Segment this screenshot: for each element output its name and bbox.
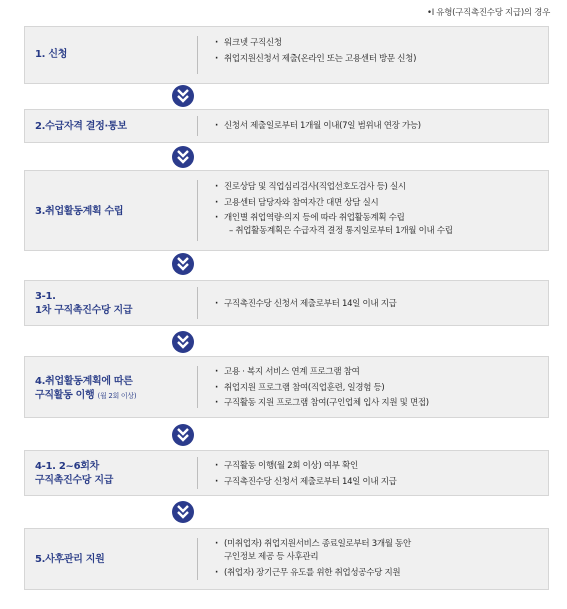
list-item: · 고용 · 복지 서비스 연계 프로그램 참여 [215, 366, 538, 379]
step-eligibility [24, 109, 549, 143]
list-item: · 취업지원신청서 제출(온라인 또는 고용센터 방문 신청) [215, 53, 538, 66]
step-plan [24, 170, 549, 251]
divider [197, 538, 198, 580]
step-title: 4-1. 2~6회차 [35, 461, 99, 472]
step-aftercare [24, 528, 549, 590]
step-items [215, 460, 538, 488]
step-title-main: 구직활동 이행 [35, 390, 95, 401]
divider [197, 457, 198, 489]
divider [197, 36, 198, 74]
step-title: 4.취업활동계획에 따른 [35, 376, 133, 387]
divider [197, 287, 198, 319]
list-sub-item: 구인정보 제공 등 사후관리 [224, 551, 319, 562]
list-item: · 구직활동 이행(월 2회 이상) 여부 확인 [215, 460, 538, 473]
step-title: 3.취업활동계획 수립 [35, 206, 124, 217]
chevron-down-icon [172, 501, 194, 523]
chevron-down-icon [172, 85, 194, 107]
step-title: 5.사후관리 지원 [35, 554, 105, 565]
list-item: · 진로상담 및 직업심리검사(직업선호도검사 등) 실시 [215, 181, 538, 194]
divider [197, 180, 198, 241]
step-title-note: (월 2회 이상) [97, 392, 137, 400]
list-item: · 고용센터 담당자와 참여자간 대면 상담 실시 [215, 197, 538, 210]
list-item: · 워크넷 구직신청 [215, 37, 538, 50]
step-first-allowance [24, 280, 549, 326]
chevron-down-icon [172, 146, 194, 168]
step-title-line2 [35, 389, 136, 403]
chevron-down-icon [172, 424, 194, 446]
step-apply [24, 26, 549, 84]
step-repeat-allowance [24, 450, 549, 496]
list-item: · 신청서 제출일로부터 1개월 이내(7일 범위내 연장 가능) [215, 120, 538, 133]
step-title-line2: 구직촉진수당 지급 [35, 475, 114, 486]
list-item: · 구직촉진수당 신청서 제출로부터 14일 이내 지급 [215, 298, 538, 311]
list-item: · 개인별 취업역량·의지 등에 따라 취업활동계획 수립 [215, 212, 538, 225]
step-items [215, 120, 538, 133]
chevron-down-icon [172, 331, 194, 353]
list-item: · 구직활동 지원 프로그램 참여(구인업체 입사 지원 및 면접) [215, 397, 538, 410]
list-item: · 구직촉진수당 신청서 제출로부터 14일 이내 지급 [215, 476, 538, 489]
step-items [215, 181, 538, 237]
step-items [215, 538, 538, 580]
step-title: 2.수급자격 결정·통보 [35, 121, 127, 132]
step-items [215, 366, 538, 410]
list-item: · (취업자) 장기근무 유도를 위한 취업성공수당 지원 [215, 567, 538, 580]
list-item: · 취업지원 프로그램 참여(직업훈련, 일경험 등) [215, 382, 538, 395]
chevron-down-icon [172, 253, 194, 275]
step-title: 1. 신청 [35, 49, 68, 60]
list-sub-item: – 취업활동계획은 수급자격 결정 통지일로부터 1개월 이내 수립 [229, 225, 453, 236]
footnote: •I 유형(구직촉진수당 지급)의 경우 [426, 8, 550, 18]
step-title: 3-1. [35, 291, 56, 302]
step-title-line2: 1차 구직촉진수당 지급 [35, 305, 133, 316]
step-items [215, 298, 538, 311]
step-items [215, 37, 538, 65]
divider [197, 116, 198, 136]
list-item: · (미취업자) 취업지원서비스 종료일로부터 3개월 동안 [215, 538, 538, 551]
divider [197, 366, 198, 408]
step-job-search [24, 356, 549, 418]
